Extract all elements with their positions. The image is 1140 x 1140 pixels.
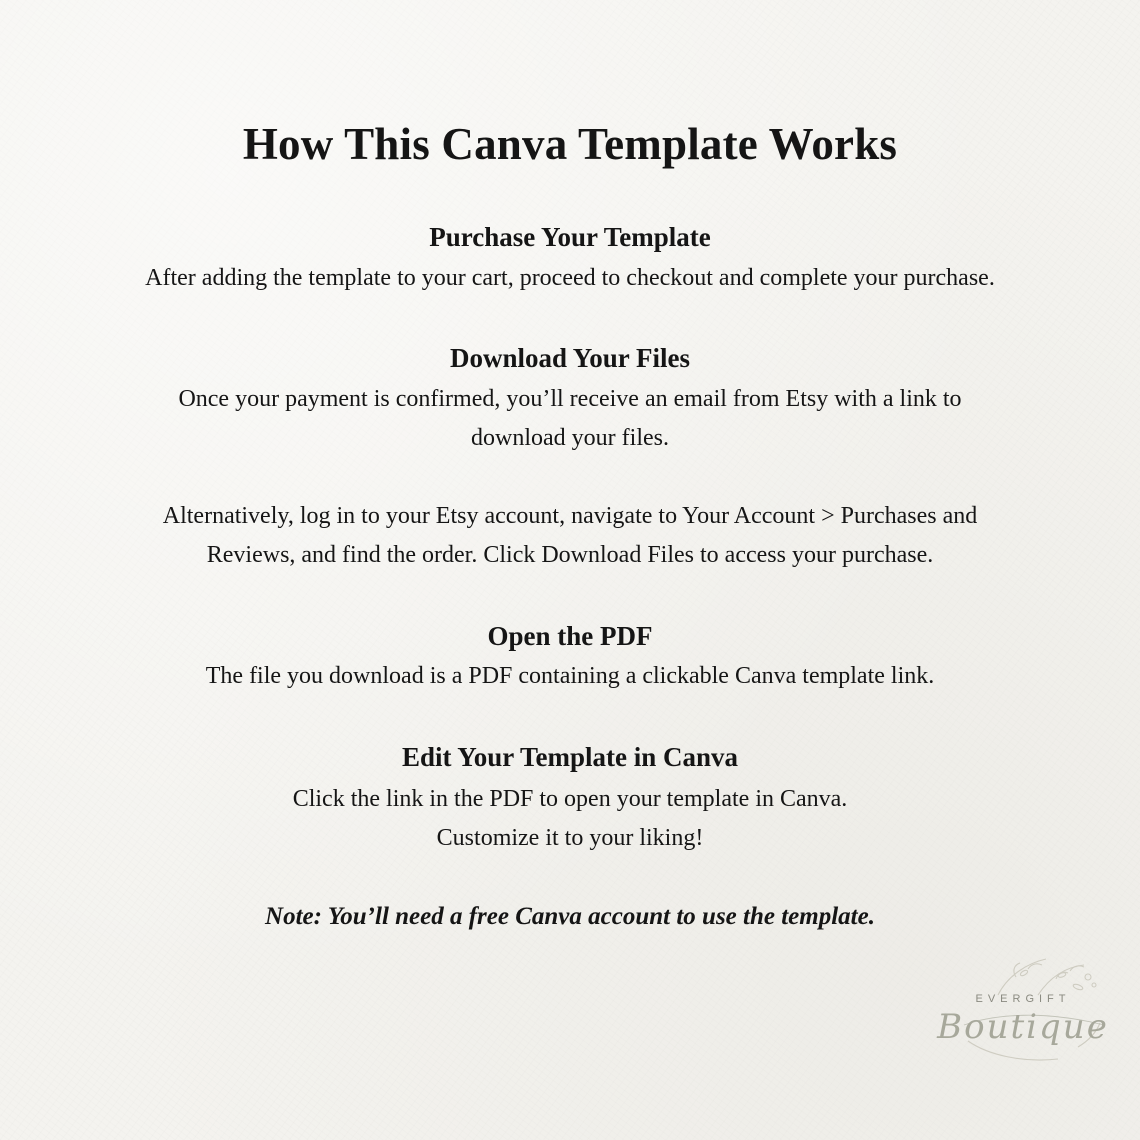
section-heading-open-pdf: Open the PDF <box>487 621 653 651</box>
logo-evergift-text: EVERGIFT <box>975 993 1071 1005</box>
text-line: After adding the template to your cart, proceed to checkout and complete your purchase. <box>145 265 995 291</box>
page-title: How This Canva Template Works <box>242 119 898 169</box>
text-line: The file you download is a PDF containing a clickable Canva template link. <box>205 663 935 689</box>
logo-boutique-text: Boutique <box>937 1007 1109 1047</box>
text-line: Alternatively, log in to your Etsy account, navigate to Your Account > Purchases and <box>162 503 978 529</box>
section-text-download-alternative <box>60 497 1080 575</box>
text-line: Once your payment is confirmed, you’ll receive an email from Etsy with a link to <box>178 386 962 412</box>
text-line: Customize it to your liking! <box>436 825 704 851</box>
section-heading-edit: Edit Your Template in Canva <box>401 742 739 772</box>
section-heading-purchase: Purchase Your Template <box>429 222 711 252</box>
section-text-open-pdf <box>60 657 1080 696</box>
brand-logo <box>928 955 1118 1075</box>
note-text: Note: You’ll need a free Canva account to use the template. <box>265 903 875 930</box>
text-line: Click the link in the PDF to open your template in Canva. <box>292 786 848 812</box>
section-heading-download: Download Your Files <box>449 343 691 373</box>
text-line: Reviews, and find the order. Click Download Files to access your purchase. <box>206 542 934 568</box>
section-text-edit <box>60 780 1080 858</box>
section-text-download <box>60 380 1080 458</box>
section-text-purchase <box>60 259 1080 298</box>
text-line: download your files. <box>471 425 669 451</box>
